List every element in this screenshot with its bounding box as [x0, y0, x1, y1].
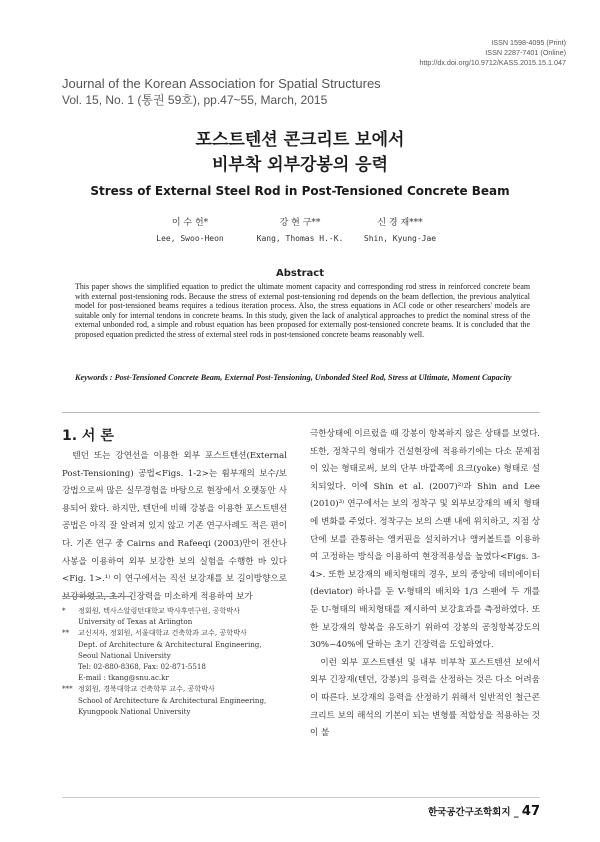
volume-line: Vol. 15, No. 1 (통권 59호), pp.47~55, March, 2015	[62, 93, 328, 107]
author-2	[245, 215, 355, 247]
issn-print: ISSN 1598-4095 (Print)	[491, 38, 566, 47]
footnote	[62, 683, 287, 717]
author-name-en: Shin, Kyung-Jae	[363, 234, 437, 243]
footnote-line: 정회원, 경북대학교 건축학부 교수, 공학박사	[78, 684, 215, 694]
left-column	[62, 448, 287, 606]
body-paragraph: 이런 외부 포스트텐션 및 내부 비부착 포스트텐션 보에서 외부 긴장재(텐던, 강봉)의 응력을 산정하는 것은 다소 어려움이 따른다. 보강재의 응력을 산정하기 위해서 일반적인 철근콘크리트 보의 해석의 기본이 되는 변형률 적합성을 적용하는 것이 불	[310, 657, 540, 739]
footnote-line: Tel: 02-880-8368, Fax: 02-871-5518	[78, 662, 206, 672]
footnote-mark: ***	[62, 684, 73, 694]
footnote-line: University of Texas at Arlington	[78, 617, 193, 627]
section-heading: 1. 서 론	[62, 428, 114, 444]
footer-separator: _	[513, 807, 522, 818]
doi-link[interactable]: http://dx.doi.org/10.9712/KASS.2015.15.1.047	[419, 58, 566, 67]
issn-online: ISSN 2287-7401 (Online)	[485, 48, 566, 57]
author-1	[135, 215, 245, 247]
issn-block	[419, 38, 566, 68]
title-line-2: 비부착 외부강봉의 응력	[211, 155, 389, 175]
journal-name: Journal of the Korean Association for Spatial Structures	[62, 76, 381, 91]
footnotes	[62, 605, 287, 717]
journal-header	[62, 76, 381, 108]
footnote-divider	[62, 596, 132, 597]
abstract-heading: Abstract	[275, 268, 325, 279]
footer-journal: 한국공간구조학회지	[427, 807, 511, 818]
footnote-line: Kyungpook National University	[78, 706, 191, 716]
abstract-text: This paper shows the simplified equation to predict the ultimate moment capacity and corresponding rod stress in reinforced concrete beam with external post-tensioning rods. Because the stress of external post-tensioning rod depends on the beam deflection, the previous analytical model for post-tensioned beams requires a tedious iteration process. Also, the stress equations in ACI code or other researchers' models are suitable only for internal tendons in concrete beams. In this study, given the lack of analytical approaches to predict the nominal stress of the external unbonded rod, a simple and robust equation has been proposed for externally post-tensioned concrete beams. It is concluded that the proposed equation predicted the stress of external steel rods in post-tensioned concrete beams reasonably well.	[75, 282, 530, 339]
footnote-line: 교신저자, 정회원, 서울대학교 건축학과 교수, 공학박사	[78, 628, 247, 638]
footnote-line: 정회원, 텍사스알링턴대학교 박사후연구원, 공학박사	[78, 606, 241, 615]
footnote-line: School of Architecture & Architectural Engineering,	[78, 695, 267, 705]
footnote-line: Dept. of Architecture & Architectural Engineering,	[78, 639, 262, 649]
paper-title-english: Stress of External Steel Rod in Post-Tensioned Concrete Beam	[90, 184, 510, 198]
page-footer	[428, 804, 540, 819]
footnote-mark: *	[62, 606, 66, 615]
paper-title-korean	[0, 128, 600, 178]
footnote-line: Seoul National University	[78, 650, 171, 660]
author-3	[345, 215, 455, 247]
footnote	[62, 627, 287, 683]
author-name-ko: 강 현 구**	[279, 218, 321, 228]
footer-divider	[62, 797, 540, 798]
footnote-email[interactable]: E-mail : tkang@snu.ac.kr	[78, 673, 169, 683]
right-column	[310, 426, 540, 743]
author-name-ko: 신 경 재***	[377, 218, 423, 228]
author-name-en: Kang, Thomas H.-K.	[256, 234, 344, 243]
body-paragraph: 극한상태에 이르렀을 때 강봉이 항복하지 않은 상태를 보였다. 또한, 정착구의 형태가 건설현장에 적용하기에는 다소 문제점이 있는 형태로써, 보의 단부 바깥쪽에 요크(yoke) 형태로 설치되었다. 이에 Shin et al. (2007)²⁾과 Shin and Lee (2010)³⁾ 연구에서는 보의 정착구 및 외부보강재의 배치 형태에 변화를 주었다. 정착구는 보의 스팬 내에 위치하고, 지점 상단에 보를 관통하는 앵커핀을 설치하거나 앵커볼트를 이용하여 고정하는 방식을 이용하여 현장적용성을 높였다<Figs. 3-4>. 또한 보강재의 배치형태의 경우, 보의 중앙에 데비에이터(deviator) 하나를 둔 V-형태의 배치와 1/3 스팬에 두 개를 둔 U-형태의 배치형태를 제시하여 보강효과를 측정하였다. 또한 보강재의 항복을 유도하기 위하여 강봉의 공칭항복강도의 30%~40%에 달하는 초기 긴장력을 도입하였다.	[310, 429, 540, 651]
author-name-en: Lee, Swoo-Heon	[156, 234, 224, 243]
body-paragraph: 텐던 또는 강연선을 이용한 외부 포스트텐션(External Post-Tensioning) 공법<Figs. 1-2>는 휨부재의 보수/보강법으로써 많은 실무경험을 바탕으로 현장에서 오랫동안 사용되어 왔다. 하지만, 텐던에 비해 강봉을 이용한 포스트텐션 공법은 아직 잘 알려져 있지 않고 기존 연구사례도 적은 편이다. 기존 연구 중 Cairns and Rafeeqi (2003)만이 전산나사봉을 이용하여 외부 보강한 보의 실험을 수행한 바 있다<Fig. 1>.¹⁾ 이 연구에서는 직선 보강재를 보 길이방향으로 보강하였고, 초기 긴장력을 미소하게 적용하여 보가	[62, 451, 287, 602]
page-number: 47	[521, 804, 540, 819]
title-line-1: 포스트텐션 콘크리트 보에서	[195, 130, 405, 150]
divider	[62, 412, 540, 413]
footnote-mark: **	[62, 628, 70, 638]
keywords: Keywords : Post-Tensioned Concrete Beam, External Post-Tensioning, Unbonded Steel Rod, Stress at Ultimate, Moment Capacity	[75, 373, 512, 382]
footnote	[62, 605, 287, 627]
author-name-ko: 이 수 헌*	[171, 218, 209, 228]
